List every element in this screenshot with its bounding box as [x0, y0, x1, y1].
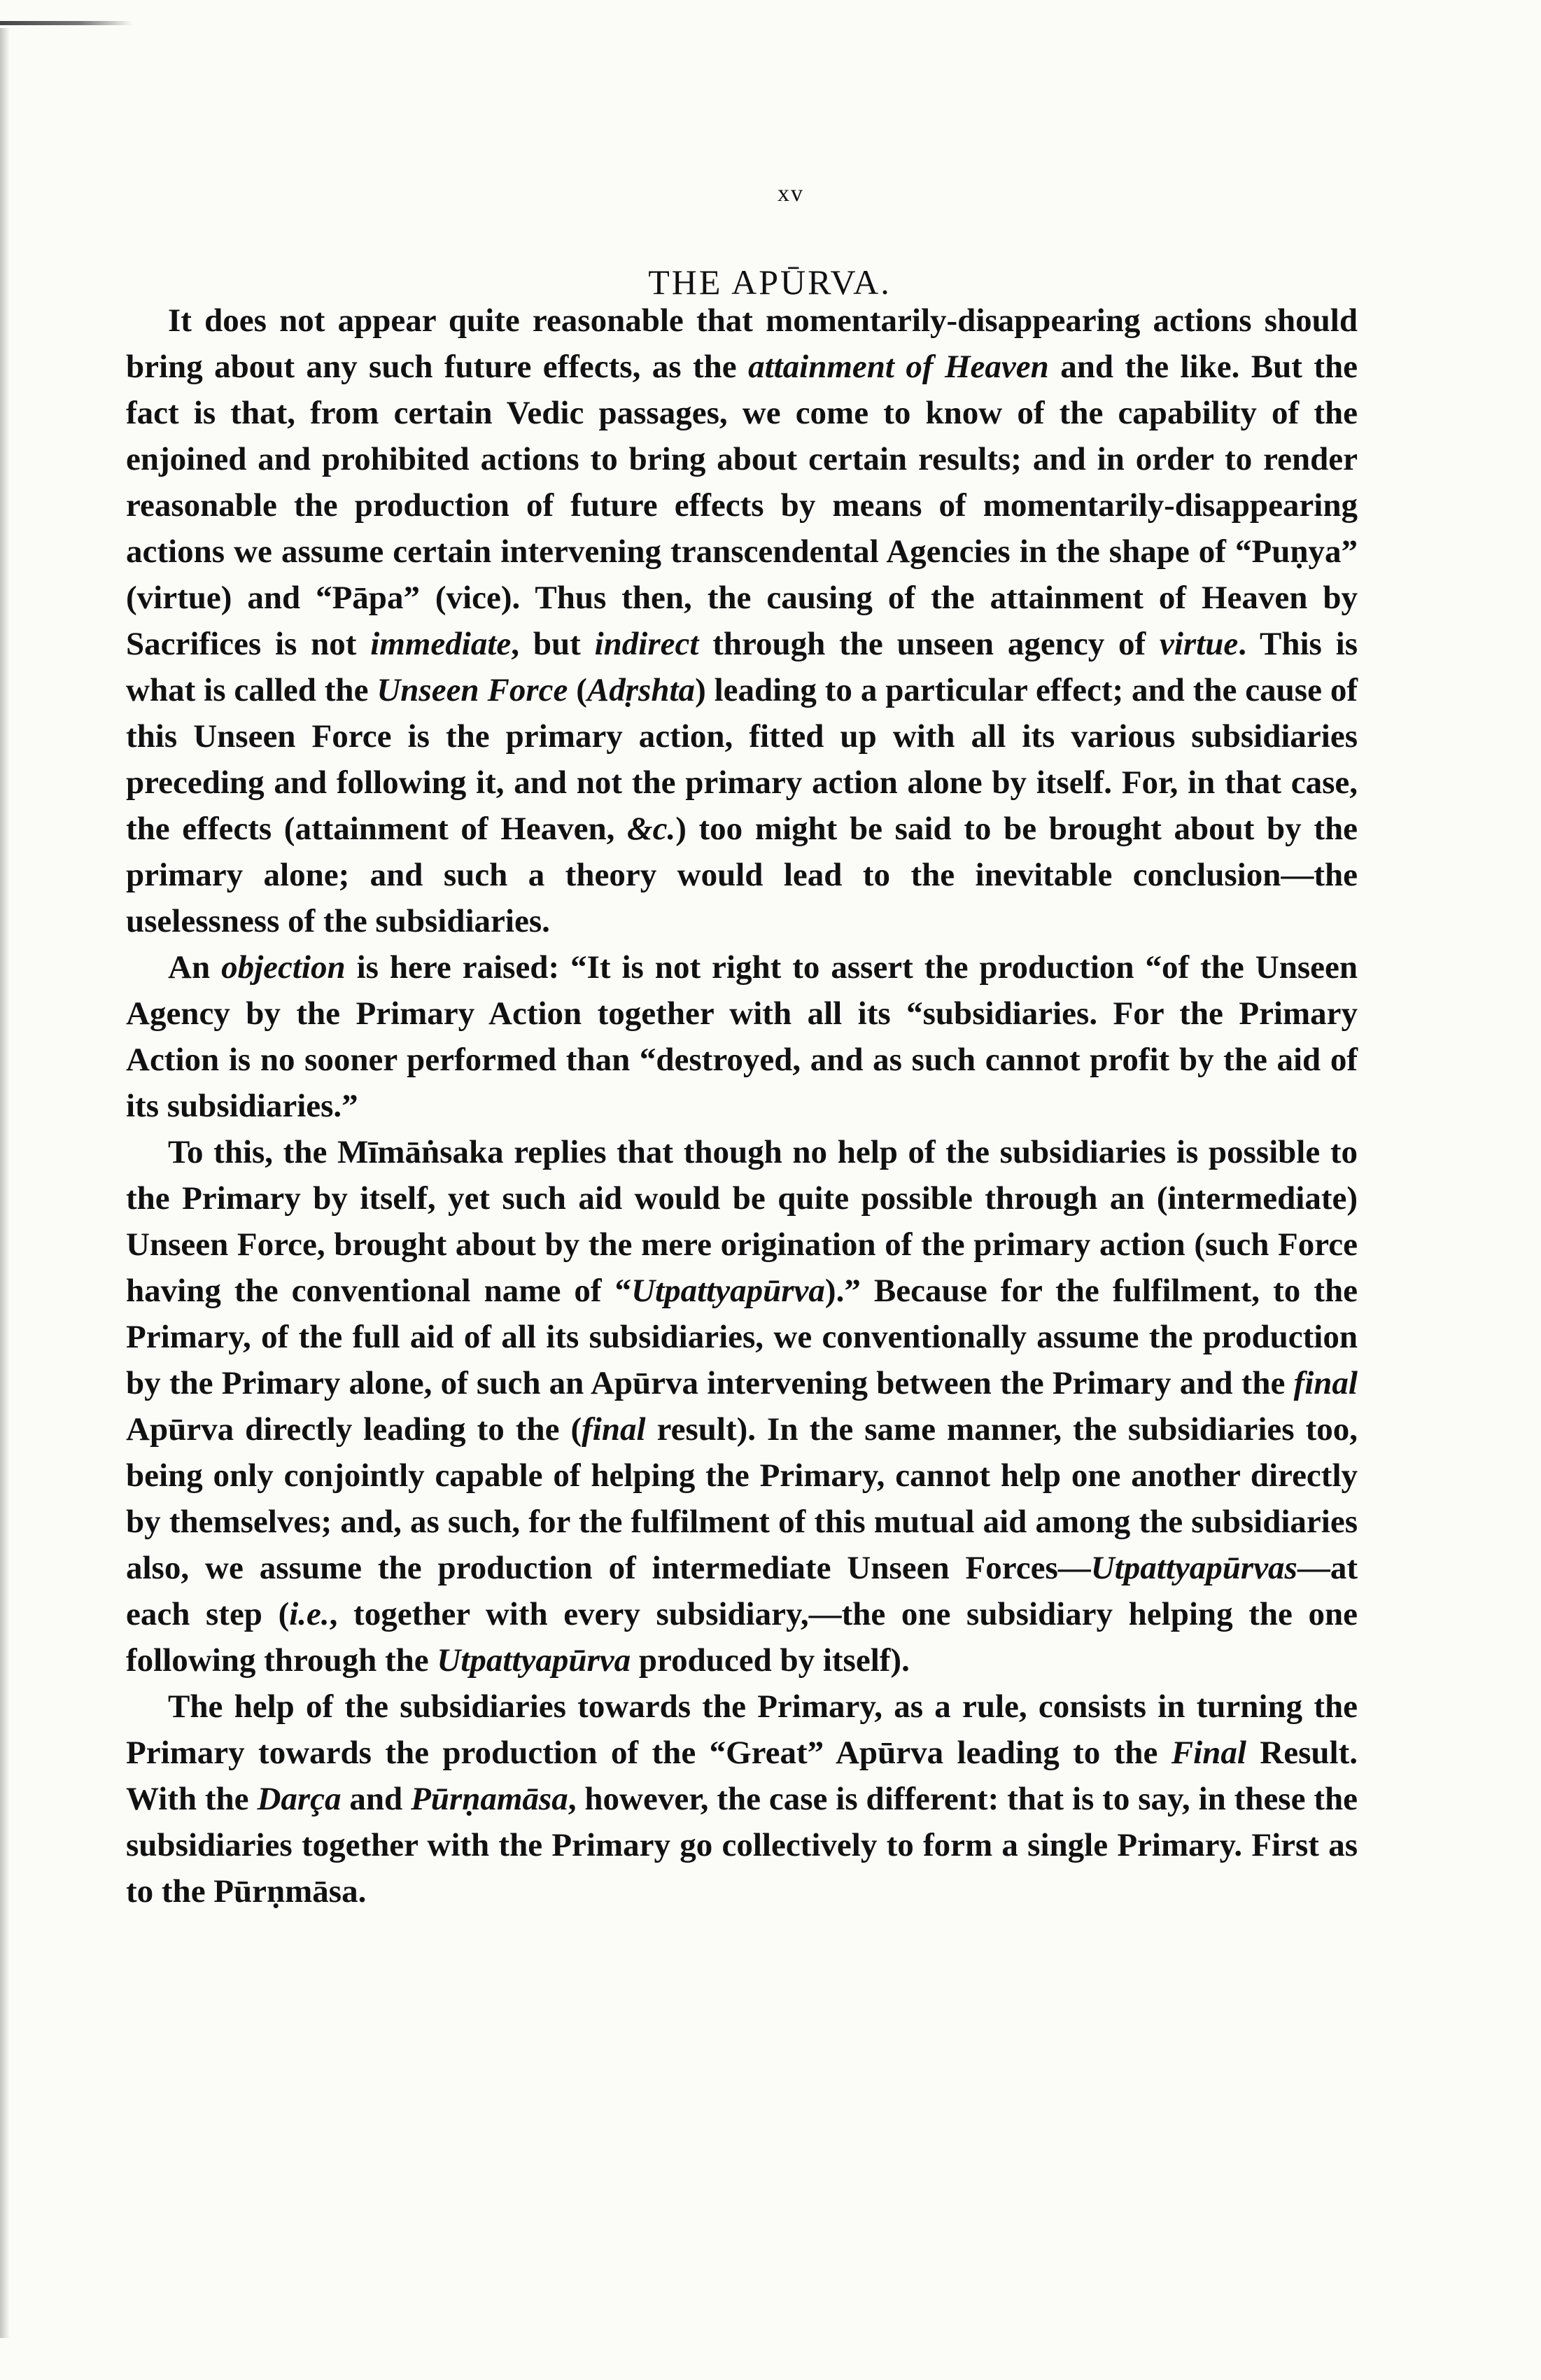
scan-artifact-top — [0, 21, 133, 25]
scan-artifact-left-edge — [0, 28, 10, 2338]
paragraph: To this, the Mīmāṅsaka replies that though no help of the subsidiaries is possible to the Primary by itself, yet such aid would be quite possible through an (intermediate) Unseen Force, brought about by the mere origination of the primary action (such Force having the conventional name of “Utpattyapūrva).” Because for the fulfilment, to the Primary, of the full aid of all its subsidiaries, we conventionally assume the production by the Primary alone, of such an Apūrva intervening between the Primary and the final Apūrva directly leading to the (final result). In the same manner, the subsidiaries too, being only conjointly capable of helping the Primary, cannot help one another directly by themselves; and, as such, for the fulfilment of this mutual aid among the subsidiaries also, we assume the production of intermediate Unseen Forces—Utpattyapūrvas—at each step (i.e., together with every subsidiary,—the one subsidiary helping the one following through the Utpattyapūrva produced by itself). — [126, 1134, 1358, 1679]
chapter-title: THE APŪRVA. — [648, 262, 892, 302]
paragraph: It does not appear quite reasonable that momentarily-disappearing actions should bring about any such future effects, as the attainment of Heaven and the like. But the fact is that, from certain Vedic passages, we come to know of the capability of the enjoined and prohibited actions to bring about certain results; and in order to render reasonable the production of future effects by means of momentarily-disappearing actions we assume certain intervening transcendental Agencies in the shape of “Puṇya” (virtue) and “Pāpa” (vice). Thus then, the causing of the attainment of Heaven by Sacrifices is not immediate, but indirect through the unseen agency of virtue. This is what is called the Unseen Force (Adṛshta) leading to a particular effect; and the cause of this Unseen Force is the primary action, fitted up with all its various subsidiaries preceding and following it, and not the primary action alone by itself. For, in that case, the effects (attainment of Heaven, &c.) too might be said to be brought about by the primary alone; and such a theory would lead to the inevitable conclusion—the uselessness of the subsidiaries. — [126, 302, 1358, 939]
page-number: xv — [777, 181, 804, 206]
paragraph: The help of the subsidiaries towards the Primary, as a rule, consists in turning the Primary towards the production of the “Great” Apūrva leading to the Final Result. With the Darça and Pūrṇamāsa, however, the case is different: that is to say, in these the subsidiaries together with the Primary go collectively to form a single Primary. First as to the Pūrṇmāsa. — [126, 1688, 1358, 1910]
paragraph: An objection is here raised: “It is not right to assert the production “of the Unseen Agency by the Primary Action together with all its “subsidiaries. For the Primary Action is no sooner performed than “destroyed, and as such cannot profit by the aid of its subsidiaries.” — [126, 949, 1358, 1124]
body-text — [126, 298, 1358, 1914]
